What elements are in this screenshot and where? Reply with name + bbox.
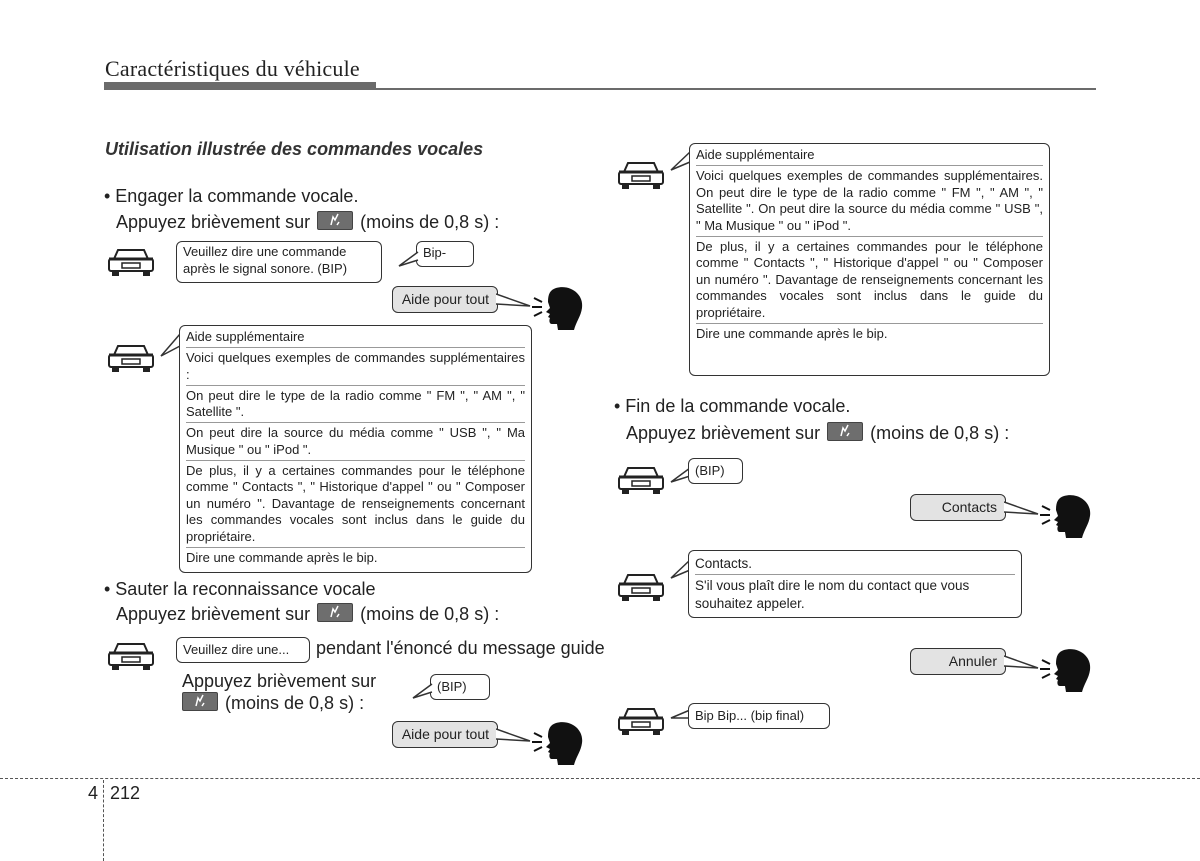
speaking-head-icon bbox=[530, 719, 584, 765]
bubble-line: Veuillez dire une commande bbox=[183, 244, 347, 259]
beep-bubble: Bip- bbox=[416, 241, 474, 267]
voice-button-icon bbox=[317, 603, 353, 622]
beep-bubble: (BIP) bbox=[430, 674, 490, 700]
help-paragraph: Dire une commande après le bip. bbox=[186, 549, 378, 565]
skip-press2-line2 bbox=[182, 692, 364, 714]
user-speech-help: Aide pour tout bbox=[392, 721, 498, 748]
help-paragraph: Voici quelques exemples de commandes supplémentaires : bbox=[186, 350, 525, 382]
skip-instruction bbox=[116, 603, 499, 625]
final-beep-bubble: Bip Bip... (bip final) bbox=[688, 703, 830, 729]
footer-dashed-divider bbox=[103, 780, 104, 861]
engage-press-before: Appuyez brièvement sur bbox=[116, 212, 311, 232]
help-title: Aide supplémentaire bbox=[186, 329, 305, 344]
car-icon bbox=[108, 641, 154, 671]
bubble-line: souhaitez appeler. bbox=[695, 596, 805, 611]
skip-press2-line1: Appuyez brièvement sur bbox=[182, 671, 377, 691]
speaking-head-icon bbox=[1038, 646, 1092, 692]
beep-bubble: (BIP) bbox=[688, 458, 743, 484]
bubble-line: S'il vous plaît dire le nom du contact que vous bbox=[695, 578, 970, 593]
help-paragraph: On peut dire la source du média comme " USB ", " Ma Musique " ou " iPod ". bbox=[186, 425, 525, 457]
car-icon bbox=[108, 343, 154, 373]
footer-dashed-rule bbox=[0, 778, 1200, 779]
user-speech-cancel: Annuler bbox=[910, 648, 1006, 675]
during-message-text: pendant l'énoncé du message guide bbox=[316, 638, 605, 658]
voice-button-icon bbox=[827, 422, 863, 441]
voice-button-icon bbox=[182, 692, 218, 711]
end-instruction bbox=[626, 422, 1009, 444]
engage-instruction bbox=[116, 211, 499, 233]
header-rule-thick bbox=[104, 82, 376, 90]
bubble-tail bbox=[412, 682, 434, 700]
car-icon bbox=[618, 706, 664, 736]
car-speech-bubble bbox=[176, 241, 382, 283]
help-paragraph: On peut dire le type de la radio comme " FM ", " AM ", " Satellite ". bbox=[186, 387, 525, 419]
user-speech-contacts: Contacts bbox=[910, 494, 1006, 521]
skip-press-before: Appuyez brièvement sur bbox=[116, 604, 311, 624]
engage-bullet: • Engager la commande vocale. bbox=[104, 186, 359, 206]
car-icon bbox=[618, 572, 664, 602]
speaking-head-icon bbox=[1038, 492, 1092, 538]
car-icon bbox=[618, 160, 664, 190]
skip-bullet: • Sauter la reconnaissance vocale bbox=[104, 579, 376, 599]
help-paragraph: De plus, il y a certaines commandes pour le téléphone comme " Contacts ", " Historique d'appel " ou " Composer un numéro ". Davantage de renseignements concernant les commandes vocales sont inclus dans le guide du propriétaire. bbox=[186, 462, 525, 544]
bubble-tail bbox=[1004, 654, 1040, 674]
chapter-number: 4 bbox=[88, 783, 99, 803]
bubble-line: Contacts. bbox=[695, 556, 753, 571]
help-box-right bbox=[689, 143, 1050, 376]
contacts-bubble bbox=[688, 550, 1022, 618]
car-icon bbox=[618, 465, 664, 495]
skip-press-after: (moins de 0,8 s) : bbox=[360, 604, 500, 624]
user-speech-help: Aide pour tout bbox=[392, 286, 498, 313]
voice-button-icon bbox=[317, 211, 353, 230]
end-press-before: Appuyez brièvement sur bbox=[626, 423, 821, 443]
speaking-head-icon bbox=[530, 284, 584, 330]
header-title: Caractéristiques du véhicule bbox=[105, 56, 360, 81]
skip-press2-after: (moins de 0,8 s) : bbox=[225, 693, 365, 713]
car-speech-bubble: Veuillez dire une... bbox=[176, 637, 310, 663]
section-title: Utilisation illustrée des commandes vocales bbox=[105, 139, 484, 159]
engage-press-after: (moins de 0,8 s) : bbox=[360, 212, 500, 232]
page-number: 212 bbox=[110, 783, 141, 803]
bubble-tail bbox=[496, 292, 532, 312]
end-press-after: (moins de 0,8 s) : bbox=[870, 423, 1010, 443]
help-box-left bbox=[179, 325, 532, 573]
header-rule-thin bbox=[376, 88, 1096, 90]
help-title: Aide supplémentaire bbox=[696, 147, 815, 162]
bubble-tail bbox=[1004, 500, 1040, 520]
help-paragraph: Dire une commande après le bip. bbox=[696, 325, 888, 341]
end-bullet: • Fin de la commande vocale. bbox=[614, 396, 851, 416]
car-icon bbox=[108, 247, 154, 277]
help-paragraph: Voici quelques exemples de commandes supplémentaires. On peut dire le type de la radio comme " FM ", " AM ", " Satellite ". On peut dire la source du média comme " USB ", " Ma Musique " ou " iPod ". bbox=[696, 168, 1043, 233]
bubble-tail bbox=[496, 727, 532, 747]
help-paragraph: De plus, il y a certaines commandes pour le téléphone comme " Contacts ", " Historique d'appel " ou " Composer un numéro ". Davantage de renseignements concernant les commandes vocales sont inclus dans le guide du propriétaire. bbox=[696, 238, 1043, 320]
bubble-line: après le signal sonore. (BIP) bbox=[183, 260, 348, 276]
bubble-tail bbox=[398, 250, 420, 268]
